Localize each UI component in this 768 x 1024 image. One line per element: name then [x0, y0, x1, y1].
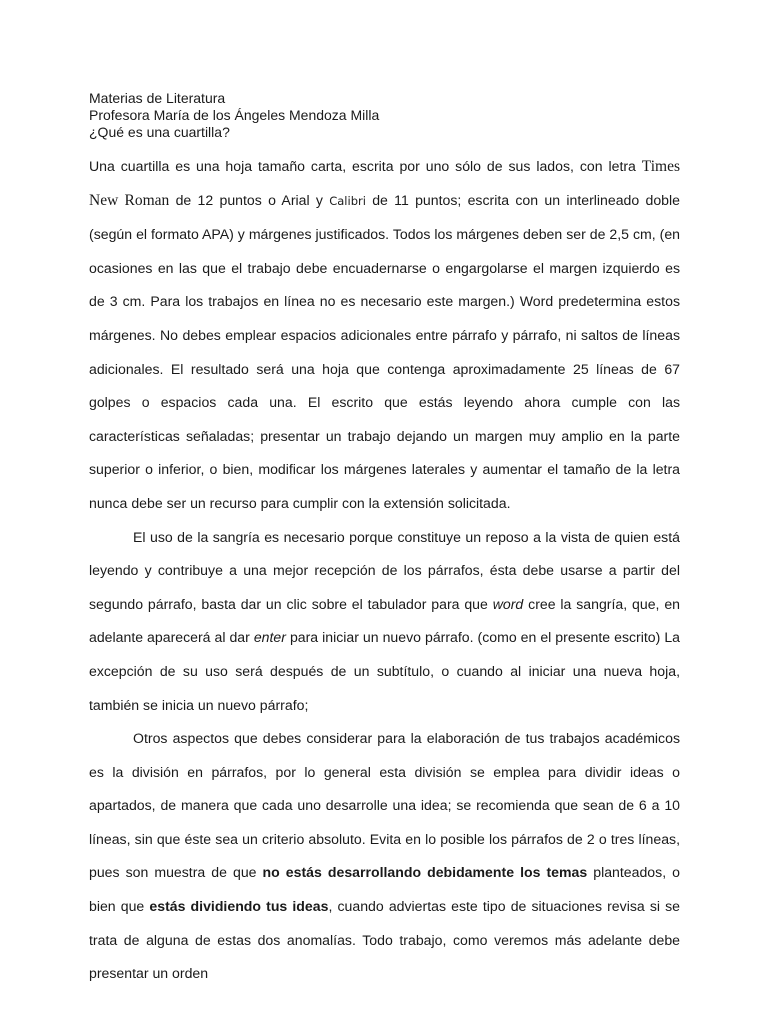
- paragraph-2-text-a: El uso de la sangría es necesario porque constituye un reposo a la vista de quien está leyendo y contribuye a una mejor recepción de los párrafos, ésta debe usarse a partir del segundo párrafo, basta dar un clic sobre el tabulador para que: [89, 528, 680, 612]
- paragraph-3: [89, 722, 680, 991]
- document-body: [89, 150, 680, 991]
- paragraph-3-text-a: Otros aspectos que debes considerar para la elaboración de tus trabajos académicos es la división en párrafos, por lo general esta división se emplea para dividir ideas o apartados, de manera que cada uno desarrolle una idea; se recomienda que sean de 6 a 10 líneas, sin que éste sea un criterio absoluto. Evita en lo posible los párrafos de 2 o tres líneas, pues son muestra de que: [89, 730, 680, 881]
- paragraph-1-text-b: de 12 puntos o Arial y: [169, 191, 330, 208]
- paragraph-3-text-c: , cuando adviertas este tipo de situaciones revisa si se trata de alguna de estas dos anomalías. Todo trabajo, como veremos más adelante debe presentar un orden: [89, 898, 680, 982]
- paragraph-2: [89, 521, 680, 723]
- paragraph-2-text-c: para iniciar un nuevo párrafo. (como en el presente escrito) La excepción de su uso será después de un subtítulo, o cuando al iniciar una nueva hoja, también se inicia un nuevo párrafo;: [89, 629, 680, 713]
- paragraph-1: [89, 150, 680, 521]
- bold-phrase-1: no estás desarrollando debidamente los temas: [262, 864, 588, 881]
- teacher-line: Profesora María de los Ángeles Mendoza Milla: [89, 107, 380, 123]
- paragraph-1-text-c: de 11 puntos; escrita con un interlineado doble (según el formato APA) y márgenes justificados. Todos los márgenes deben ser de 2,5 cm, (en ocasiones en las que el trabajo debe encuadernarse o engargolarse el margen izquierdo es de 3 cm. Para los trabajos en línea no es necesario este margen.) Word predetermina estos márgenes. No debes emplear espacios adicionales entre párrafo y párrafo, ni saltos de líneas adicionales. El resultado será una hoja que contenga aproximadamente 25 líneas de 67 golpes o espacios cada una. El escrito que estás leyendo ahora cumple con las características señaladas; presentar un trabajo dejando un margen muy amplio en la parte superior o inferior, o bien, modificar los márgenes laterales y aumentar el tamaño de la letra nunca debe ser un recurso para cumplir con la extensión solicitada.: [89, 191, 680, 511]
- calibri-sample: Calibri: [329, 193, 366, 208]
- times-new-roman-sample: Times New Roman: [89, 158, 680, 209]
- question-title: ¿Qué es una cuartilla?: [89, 124, 230, 140]
- word-italic: word: [492, 595, 524, 612]
- paragraph-2-text-b: cree la sangría, que, en adelante aparecerá al dar: [89, 595, 680, 646]
- course-line: Materias de Literatura: [89, 90, 226, 106]
- enter-italic: enter: [253, 629, 286, 646]
- bold-phrase-2: estás dividiendo tus ideas: [149, 898, 329, 915]
- document-header: [89, 90, 689, 141]
- paragraph-1-text-a: Una cuartilla es una hoja tamaño carta, escrita por uno sólo de sus lados, con letra: [89, 158, 642, 174]
- paragraph-3-text-b: planteados, o bien que: [89, 864, 680, 915]
